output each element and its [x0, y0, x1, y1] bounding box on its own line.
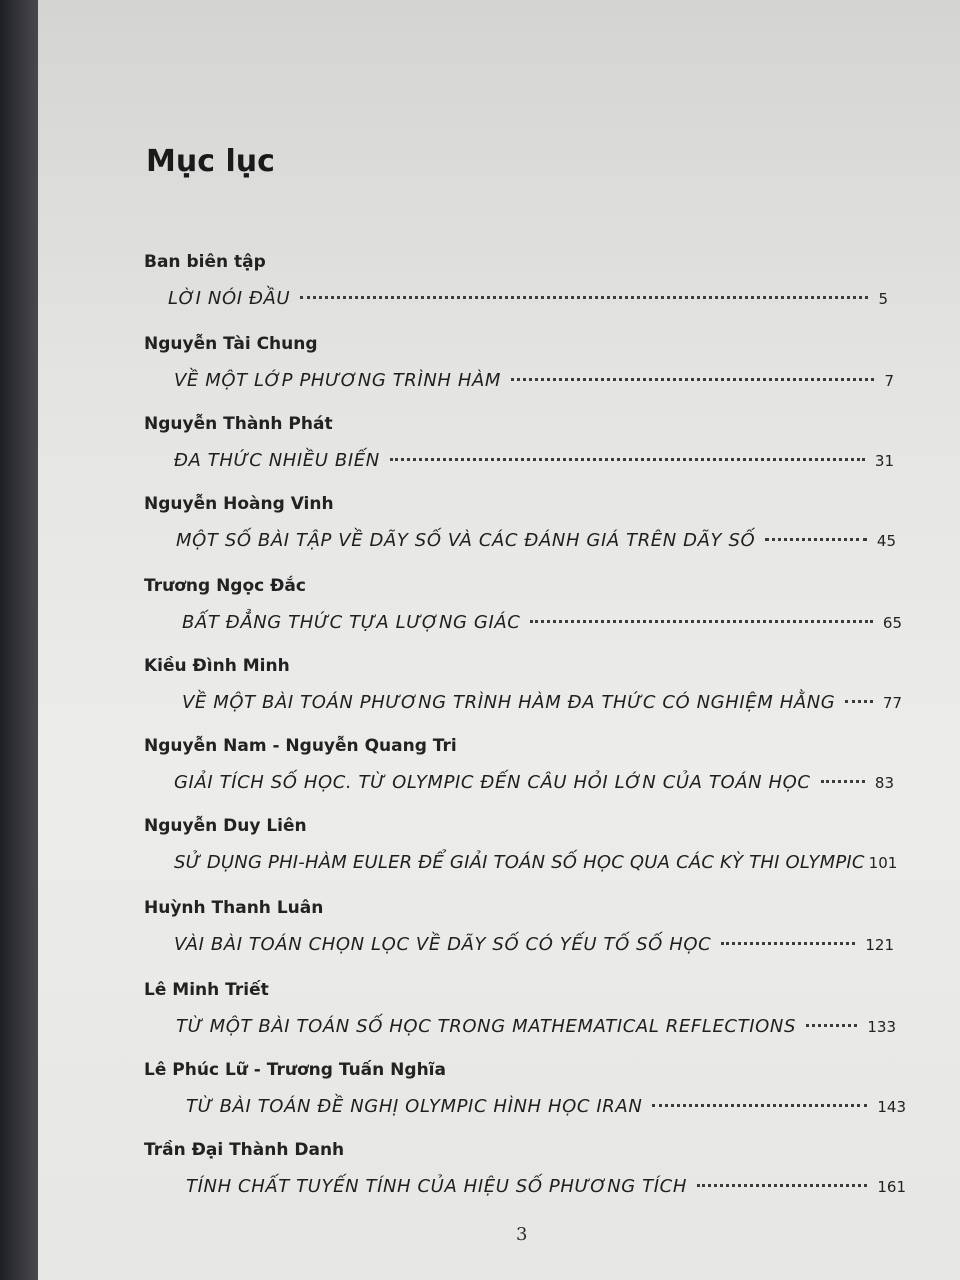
toc-author: Ban biên tập: [144, 252, 266, 272]
toc-author: Nguyễn Thành Phát: [144, 414, 333, 434]
toc-line[interactable]: [168, 288, 888, 316]
dot-leader: [845, 700, 873, 703]
toc-line[interactable]: [174, 852, 898, 880]
toc-entry: [38, 656, 960, 736]
toc-page-number: 77: [882, 694, 902, 712]
dot-leader: [697, 1184, 867, 1187]
toc-article-title: TÍNH CHẤT TUYẾN TÍNH CỦA HIỆU SỐ PHƯƠNG TÍCH: [186, 1176, 687, 1197]
toc-article-title: VÀI BÀI TOÁN CHỌN LỌC VỀ DÃY SỐ CÓ YẾU TỐ SỐ HỌC: [174, 934, 712, 955]
toc-article-title: TỪ BÀI TOÁN ĐỀ NGHỊ OLYMPIC HÌNH HỌC IRAN: [186, 1096, 643, 1117]
toc-page-number: 31: [874, 452, 894, 470]
toc-page-number: 143: [877, 1098, 906, 1116]
dot-leader: [652, 1104, 867, 1107]
toc-page-number: 133: [867, 1018, 896, 1036]
toc-author: Nguyễn Tài Chung: [144, 334, 318, 354]
toc-author: Lê Phúc Lữ - Trương Tuấn Nghĩa: [144, 1060, 446, 1080]
toc-entry: [38, 980, 960, 1060]
toc-article-title: VỀ MỘT LỚP PHƯƠNG TRÌNH HÀM: [174, 370, 502, 391]
toc-article-title: ĐA THỨC NHIỀU BIẾN: [174, 450, 380, 471]
toc-line[interactable]: [174, 772, 894, 800]
toc-article-title: VỀ MỘT BÀI TOÁN PHƯƠNG TRÌNH HÀM ĐA THỨC CÓ NGHIỆM HẰNG: [182, 692, 836, 713]
toc-author: Nguyễn Nam - Nguyễn Quang Tri: [144, 736, 457, 756]
toc-page-number: 161: [877, 1178, 906, 1196]
toc-author: Nguyễn Duy Liên: [144, 816, 307, 836]
toc-article-title: BẤT ĐẲNG THỨC TỰA LƯỢNG GIÁC: [182, 612, 521, 633]
dot-leader: [806, 1024, 857, 1027]
book-page: [38, 0, 960, 1280]
toc-entry: [38, 252, 960, 332]
book-binding-edge: [0, 0, 40, 1280]
toc-author: Kiều Đình Minh: [144, 656, 290, 676]
toc-article-title: GIẢI TÍCH SỐ HỌC. TỪ OLYMPIC ĐẾN CÂU HỎI LỚN CỦA TOÁN HỌC: [174, 772, 811, 793]
toc-author: Nguyễn Hoàng Vinh: [144, 494, 334, 514]
toc-entry: [38, 414, 960, 494]
toc-line[interactable]: [182, 612, 902, 640]
toc-article-title: LỜI NÓI ĐẦU: [168, 288, 291, 309]
toc-article-title: TỪ MỘT BÀI TOÁN SỐ HỌC TRONG MATHEMATICAL REFLECTIONS: [176, 1016, 796, 1037]
toc-page-number: 83: [874, 774, 894, 792]
toc-author: Lê Minh Triết: [144, 980, 269, 1000]
toc-entry: [38, 736, 960, 816]
toc-line[interactable]: [174, 370, 894, 398]
toc-line[interactable]: [186, 1096, 906, 1124]
toc-article-title: MỘT SỐ BÀI TẬP VỀ DÃY SỐ VÀ CÁC ĐÁNH GIÁ TRÊN DÃY SỐ: [176, 530, 756, 551]
toc-entry: [38, 898, 960, 978]
dot-leader: [530, 620, 872, 623]
toc-line[interactable]: [182, 692, 902, 720]
toc-page-number: 121: [865, 936, 894, 954]
toc-line[interactable]: [174, 450, 894, 478]
toc-page-number: 45: [876, 532, 896, 550]
toc-page-number: 65: [882, 614, 902, 632]
toc-page-number: 7: [884, 372, 894, 390]
toc-line[interactable]: [186, 1176, 906, 1204]
dot-leader: [821, 780, 865, 783]
dot-leader: [300, 296, 868, 299]
toc-entry: [38, 816, 960, 896]
toc-entry: [38, 494, 960, 574]
toc-author: Huỳnh Thanh Luân: [144, 898, 324, 918]
toc-author: Trần Đại Thành Danh: [144, 1140, 345, 1160]
toc-line[interactable]: [174, 934, 894, 962]
toc-line[interactable]: [176, 530, 896, 558]
toc-entry: [38, 1060, 960, 1140]
toc-heading: Mục lục: [146, 144, 275, 179]
dot-leader: [511, 378, 874, 381]
toc-entry: [38, 1140, 960, 1220]
toc-entry: [38, 334, 960, 414]
toc-page-number: 101: [868, 854, 898, 872]
page-number: 3: [516, 1224, 528, 1245]
dot-leader: [721, 942, 855, 945]
toc-page-number: 5: [878, 290, 888, 308]
toc-author: Trương Ngọc Đắc: [144, 576, 306, 596]
dot-leader: [765, 538, 867, 541]
toc-line[interactable]: [176, 1016, 896, 1044]
toc-article-title: SỬ DỤNG PHI-HÀM EULER ĐỂ GIẢI TOÁN SỐ HỌC QUA CÁC KỲ THI OLYMPIC: [174, 852, 865, 873]
toc-entry: [38, 576, 960, 656]
dot-leader: [390, 458, 865, 461]
